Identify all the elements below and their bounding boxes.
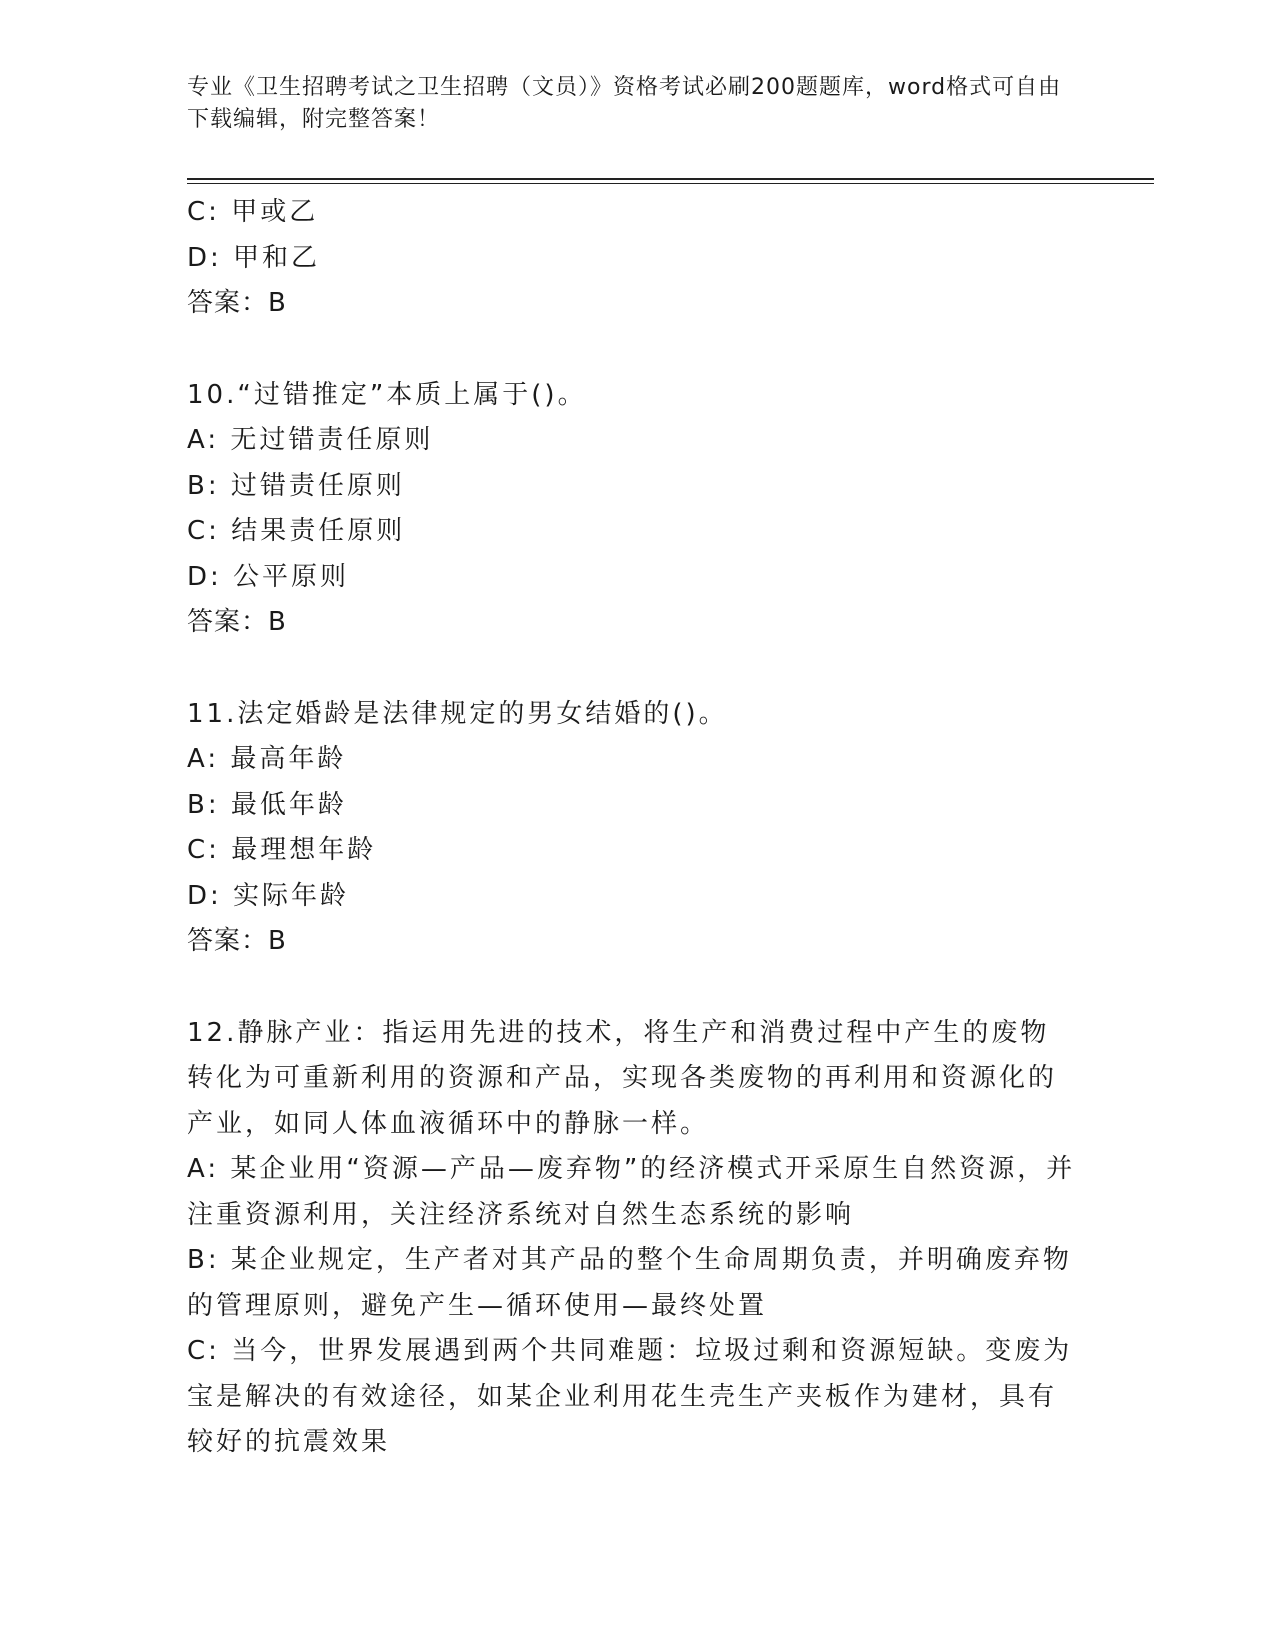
spacer xyxy=(187,327,1077,373)
option-b xyxy=(187,783,1077,829)
answer-line: 答案：B xyxy=(187,288,287,318)
option-letter: B: xyxy=(187,1245,220,1275)
option-letter: A: xyxy=(187,1154,220,1184)
option-a xyxy=(187,418,1077,464)
option-letter: D: xyxy=(187,880,222,911)
option-letter: C: xyxy=(187,516,220,546)
header-rule xyxy=(187,178,1154,180)
header-rule-thin xyxy=(187,183,1154,184)
option-text: 最理想年龄 xyxy=(231,835,377,865)
option-letter: C: xyxy=(187,1336,220,1366)
option-b xyxy=(187,1238,1077,1329)
question-list xyxy=(187,190,1077,1466)
option-text: 某企业用“资源—产品—废弃物”的经济模式开采原生自然资源，并注重资源利用，关注经济系统对自然生态系统的影响 xyxy=(187,1154,1076,1230)
option-letter: B: xyxy=(187,789,220,820)
spacer xyxy=(187,965,1077,1011)
question-stem: 11.法定婚龄是法律规定的男女结婚的()。 xyxy=(187,698,728,729)
option-letter: D: xyxy=(187,242,222,273)
option-text: 结果责任原则 xyxy=(231,516,406,546)
option-text: 甲或乙 xyxy=(231,197,319,227)
option-b xyxy=(187,464,1077,510)
option-d xyxy=(187,874,1077,920)
option-text: 无过错责任原则 xyxy=(230,425,434,455)
option-text: 当今，世界发展遇到两个共同难题：垃圾过剩和资源短缺。变废为宝是解决的有效途径，如某企业利用花生壳生产夹板作为建材，具有较好的抗震效果 xyxy=(187,1336,1073,1457)
question-stem: 10.“过错推定”本质上属于()。 xyxy=(187,379,587,410)
option-a xyxy=(187,1147,1077,1238)
option-letter: A: xyxy=(187,425,220,455)
option-c xyxy=(187,828,1077,874)
option-text: 实际年龄 xyxy=(233,880,350,911)
answer-line: 答案：B xyxy=(187,607,287,637)
document-header: 专业《卫生招聘考试之卫生招聘（文员）》资格考试必刷200题题库，word格式可自由下载编辑，附完整答案！ xyxy=(187,75,1062,132)
option-d xyxy=(187,555,1077,601)
option-letter: A: xyxy=(187,744,220,774)
option-letter: D: xyxy=(187,561,222,592)
option-letter: C: xyxy=(187,197,220,227)
option-c xyxy=(187,190,1077,236)
spacer xyxy=(187,646,1077,692)
option-text: 公平原则 xyxy=(233,561,350,592)
option-text: 某企业规定，生产者对其产品的整个生命周期负责，并明确废弃物的管理原则，避免产生—循环使用—最终处置 xyxy=(187,1245,1072,1321)
option-text: 过错责任原则 xyxy=(230,470,405,501)
option-text: 最低年龄 xyxy=(230,789,347,820)
option-letter: C: xyxy=(187,835,220,865)
answer-line: 答案：B xyxy=(187,926,287,956)
option-c xyxy=(187,1329,1077,1466)
option-text: 甲和乙 xyxy=(233,242,321,273)
option-text: 最高年龄 xyxy=(230,744,347,774)
option-a xyxy=(187,737,1077,783)
question-stem: 12.静脉产业：指运用先进的技术，将生产和消费过程中产生的废物转化为可重新利用的资源和产品，实现各类废物的再利用和资源化的产业，如同人体血液循环中的静脉一样。 xyxy=(187,1017,1058,1139)
option-letter: B: xyxy=(187,470,220,501)
option-d xyxy=(187,236,1077,282)
option-c xyxy=(187,509,1077,555)
